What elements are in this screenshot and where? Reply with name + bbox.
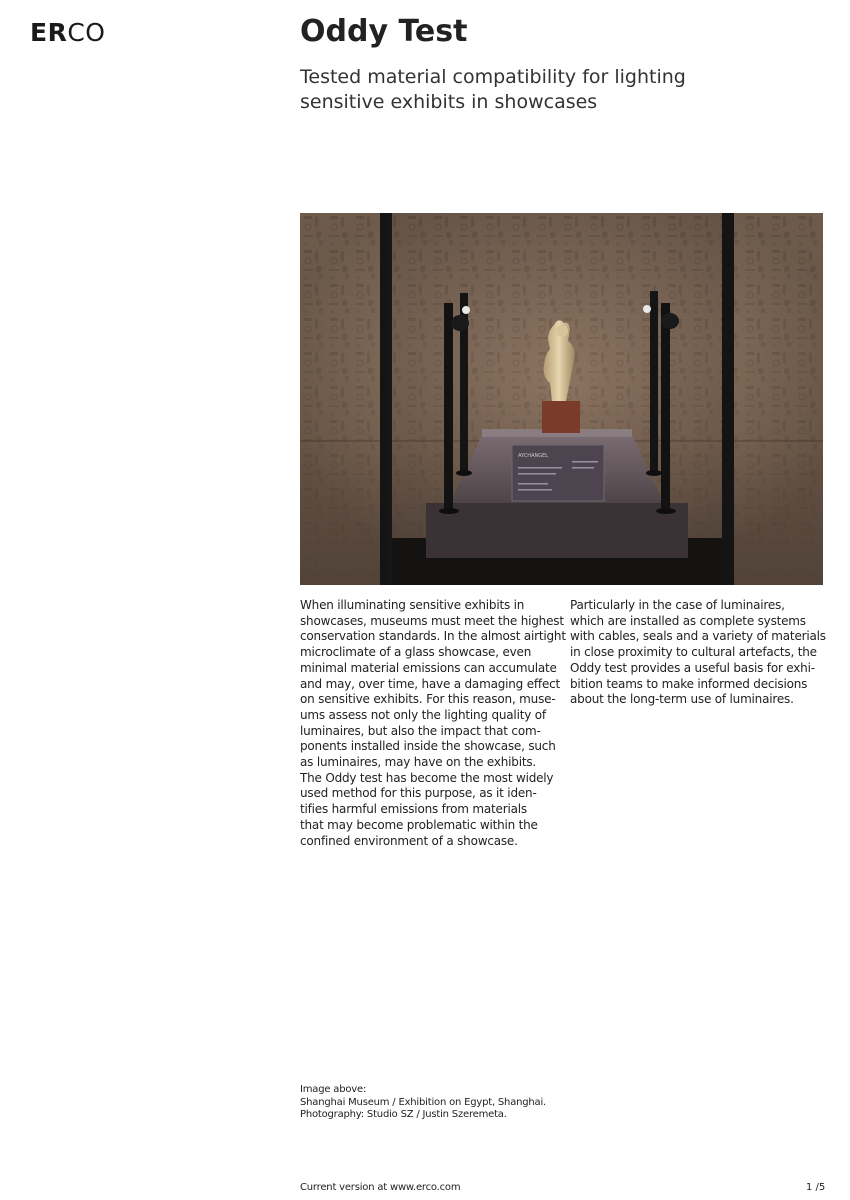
body-line: and may, over time, have a damaging effect <box>300 676 561 691</box>
page-title: Oddy Test <box>300 14 468 49</box>
body-line: which are installed as complete systems <box>570 613 806 628</box>
body-line: bition teams to make informed decisions <box>570 676 808 691</box>
statue-base <box>542 401 580 433</box>
body-text-left <box>300 598 566 849</box>
logo-bold-part: ER <box>30 18 68 47</box>
body-line: as luminaires, may have on the exhibits. <box>300 755 537 770</box>
image-caption <box>300 1084 600 1122</box>
footer-website-note: Current version at www.erco.com <box>300 1182 461 1193</box>
body-line: ponents installed inside the showcase, such <box>300 739 556 754</box>
caption-line: Image above: <box>300 1084 367 1095</box>
body-line: on sensitive exhibits. For this reason, muse- <box>300 692 556 707</box>
body-line: The Oddy test has become the most widely <box>300 770 554 785</box>
body-line: conservation standards. In the almost airtight <box>300 629 566 644</box>
body-line: minimal material emissions can accumulate <box>300 660 557 675</box>
caption-line: Photography: Studio SZ / Justin Szeremeta. <box>300 1109 507 1120</box>
body-line: luminaires, but also the impact that com- <box>300 723 541 738</box>
body-line: confined environment of a showcase. <box>300 833 518 848</box>
exhibit-label <box>512 445 604 501</box>
caption-line: Shanghai Museum / Exhibition on Egypt, Shanghai. <box>300 1096 547 1108</box>
body-line: showcases, museums must meet the highest <box>300 613 564 628</box>
label-heading: AYCHANGEL <box>518 453 549 459</box>
body-line: microclimate of a glass showcase, even <box>300 645 532 660</box>
page-number: 1 /5 <box>806 1182 826 1193</box>
logo-light-part: CO <box>67 18 106 47</box>
body-line: Particularly in the case of luminaires, <box>570 598 785 612</box>
hero-image <box>300 213 823 585</box>
page-subtitle: Tested material compatibility for lighting sensitive exhibits in showcases <box>300 66 686 113</box>
body-text-right <box>570 598 826 708</box>
erco-logo <box>30 20 105 45</box>
body-line: tifies harmful emissions from materials <box>300 802 527 817</box>
body-line: ums assess not only the lighting quality of <box>300 707 546 722</box>
body-line: that may become problematic within the <box>300 817 538 832</box>
body-line: When illuminating sensitive exhibits in <box>300 598 525 612</box>
body-line: in close proximity to cultural artefacts, the <box>570 645 817 660</box>
body-line: Oddy test provides a useful basis for exhi- <box>570 660 815 675</box>
body-line: with cables, seals and a variety of materials <box>570 629 826 644</box>
body-line: used method for this purpose, as it iden- <box>300 786 537 801</box>
body-line: about the long-term use of luminaires. <box>570 692 794 707</box>
